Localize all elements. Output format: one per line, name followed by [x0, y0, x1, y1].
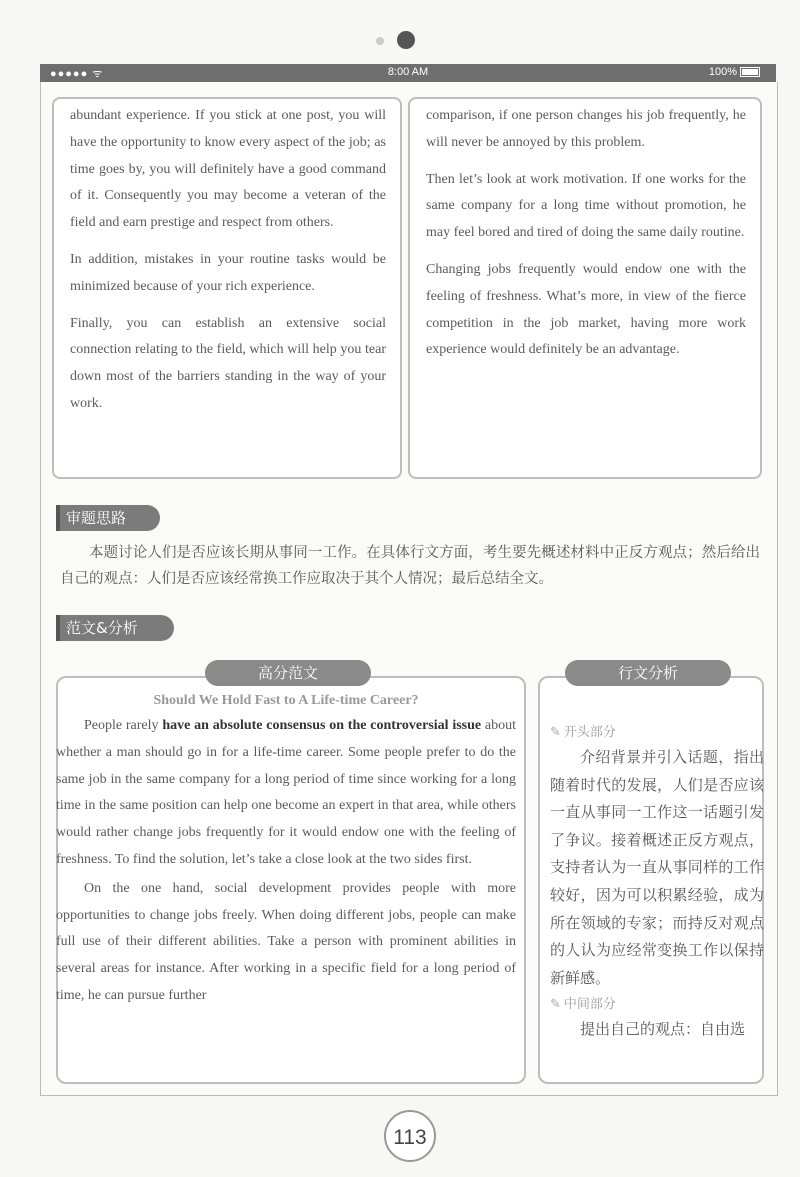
analysis-text-opening: 介绍背景并引入话题，指出随着时代的发展，人们是否应该一直从事同一工作这一话题引发了争议。接着概述正反方观点，支持者认为一直从事同样的工作较好，因为可以积累经验，成为所在领域的专家；而持反对观点的人认为应经常变换工作以保持新鲜感。 — [550, 748, 764, 987]
left-paragraph-1: abundant experience. If you stick at one post, you will have the opportunity to know every aspect of the job; as time goes by, you will definitely have a good command of it. Consequently you may become a veteran of the field and earn prestige and respect from others. — [70, 108, 386, 231]
page-indicator — [0, 30, 800, 50]
page-number: 113 — [384, 1110, 436, 1162]
analysis-label-opening — [550, 722, 764, 744]
pen-icon: ✎ — [550, 725, 561, 740]
essay-title: Should We Hold Fast to A Life-time Career? — [153, 693, 419, 708]
battery-icon — [740, 67, 760, 77]
right-paragraph-1: comparison, if one person changes his job frequently, he will never be annoyed by this problem. — [426, 108, 746, 150]
page-dot-active[interactable] — [397, 31, 415, 49]
essay-p1-pre: People rarely — [84, 718, 163, 733]
essay-header: 高分范文 — [205, 660, 371, 686]
essay-paragraph-1 — [56, 713, 516, 874]
essay-content — [56, 693, 516, 1010]
essay-p1-bold: have an absolute consensus on the controversial issue — [162, 718, 482, 733]
battery-status — [709, 66, 760, 78]
analysis-text-middle: 提出自己的观点：自由选 — [580, 1020, 746, 1039]
left-argument-box — [52, 97, 402, 479]
right-paragraph-2: Then let’s look at work motivation. If one works for the same company for a long time without promotion, he may feel bored and tired of doing the same daily routine. — [426, 171, 746, 241]
page-dot-inactive[interactable] — [376, 37, 384, 45]
status-time: 8:00 AM — [387, 66, 429, 78]
analysis-label-middle — [550, 994, 764, 1016]
right-paragraph-3: Changing jobs frequently would endow one with the feeling of freshness. What’s more, in view of the fierce competition in the job market, having more work experience would definitely be an advantage. — [426, 261, 746, 358]
analysis-content — [550, 722, 764, 1044]
analysis-label-opening-text: 开头部分 — [563, 725, 616, 740]
battery-label: 100% — [708, 66, 737, 78]
left-paragraph-3: Finally, you can establish an extensive social connection relating to the field, which will help you tear down most of the barriers standing in the way of your work. — [70, 315, 386, 411]
section-approach-text: 本题讨论人们是否应该长期从事同一工作。在具体行文方面，考生要先概述材料中正反方观点；然后给出自己的观点：人们是否应该经常换工作应取决于其个人情况；最后总结全文。 — [60, 545, 760, 587]
pen-icon: ✎ — [550, 997, 561, 1013]
status-bar — [40, 64, 776, 82]
signal-icon: ●●●●● ᯤ — [50, 68, 104, 80]
analysis-label-middle-text: 中间部分 — [563, 997, 616, 1013]
essay-paragraph-2: On the one hand, social development provides people with more opportunities to change jobs freely. When doing different jobs, people can make full use of their different abilities. Take a person with prominent abilities in several areas for instance. After working in a specific field for a long period of time, he can pursue further — [56, 880, 516, 1003]
section-tag-analysis-approach: 审题思路 — [56, 505, 160, 531]
analysis-header: 行文分析 — [565, 660, 731, 686]
essay-p1-post: about whether a man should go in for a life-time career. Some people prefer to do the same job in the same company for a long period of time since working for a long time in the same position can help one become an expert in that area, while others would rather change jobs frequently for it would endow one with the feeling of freshness. To find the solution, let’s take a close look at the two sides first. — [56, 718, 517, 867]
left-paragraph-2: In addition, mistakes in your routine tasks would be minimized because of your rich experience. — [70, 251, 386, 294]
right-argument-box — [408, 97, 762, 479]
section-tag-sample-analysis: 范文&分析 — [56, 615, 174, 641]
